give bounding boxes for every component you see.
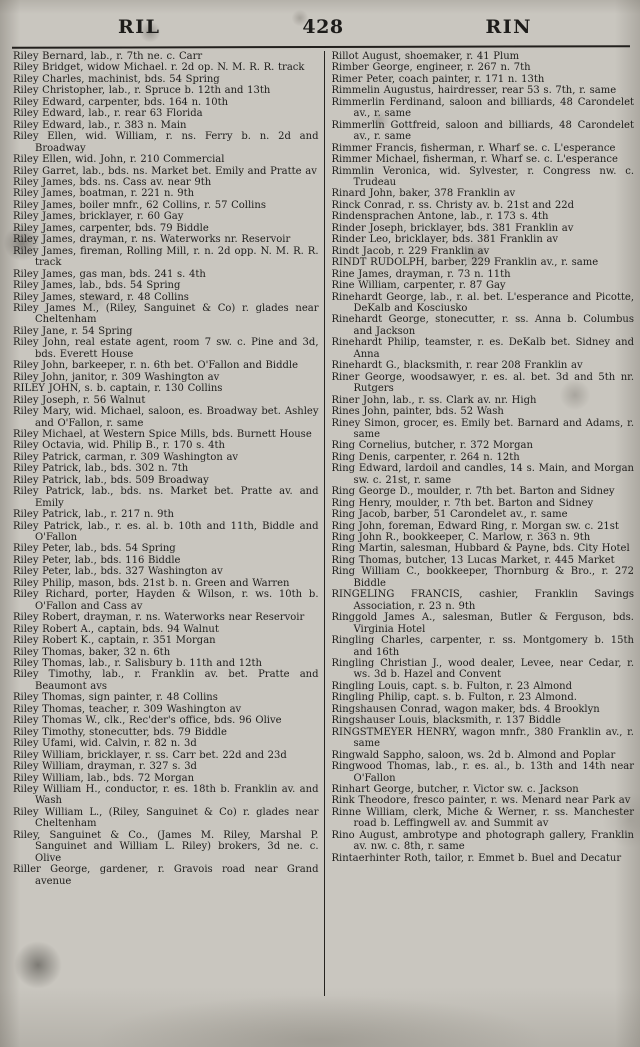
directory-entry: Riley James, carpenter, bds. 79 Biddle	[13, 222, 209, 234]
directory-entry: Riley Thomas, baker, 32 n. 6th	[13, 646, 171, 658]
directory-entry: Riley Garret, lab., bds. ns. Market bet. Emily and Pratte av	[13, 165, 317, 177]
directory-entry: Riley James, fireman, Rolling Mill, r. n. 2d opp. N. M. R. R. track	[13, 245, 319, 269]
directory-entry: Ring John R., bookkeeper, C. Marlow, r. 363 n. 9th	[331, 532, 591, 544]
directory-entry: Rinehardt G., blacksmith, r. rear 208 Franklin av	[331, 360, 583, 372]
directory-entry: Rimmerlin Gottfreid, saloon and billiards, 48 Carondelet av., r. same	[331, 119, 634, 143]
directory-entry: Rimmlin Veronica, wid. Sylvester, r. Congress nw. c. Trudeau	[331, 165, 634, 188]
directory-entry: Riley James, drayman, r. ns. Waterworks nr. Reservoir	[13, 234, 291, 246]
directory-entry: Rinck Conrad, r. ss. Christy av. b. 21st and 22d	[331, 199, 575, 211]
directory-entry: Rimmer Francis, fisherman, r. Wharf se. c. L'esperance	[331, 142, 616, 154]
directory-entry: Riley John, janitor, r. 309 Washington av	[13, 371, 220, 383]
directory-entry: Riley Timothy, stonecutter, bds. 79 Biddle	[13, 726, 227, 738]
directory-entry: Riley Peter, lab., bds. 116 Biddle	[13, 554, 181, 566]
directory-entry: Riley Ufami, wid. Calvin, r. 82 n. 3d	[13, 738, 197, 750]
directory-entry: Riley Patrick, lab., bds. 509 Broadway	[13, 474, 209, 486]
directory-entry: Riner George, woodsawyer, r. es. al. bet. 3d and 5th nr. Rutgers	[331, 371, 634, 395]
directory-entry: Ring Thomas, butcher, 13 Lucas Market, r. 445 Market	[331, 554, 615, 566]
directory-entry: Ringshauser Louis, blacksmith, r. 137 Biddle	[331, 715, 561, 727]
directory-entry: Riley James, boatman, r. 221 n. 9th	[13, 188, 195, 200]
directory-entry: Ring Jacob, barber, 51 Carondelet av., r. same	[331, 509, 568, 521]
directory-entry: Riley Peter, lab., bds. 54 Spring	[13, 543, 176, 555]
page-header	[0, 0, 640, 38]
directory-entry: Riley Thomas W., clk., Rec'der's office, bds. 96 Olive	[13, 715, 282, 727]
directory-entry: Ringwald Sappho, saloon, ws. 2d b. Almond and Poplar	[331, 749, 616, 761]
directory-entry: Rimmelin Augustus, hairdresser, rear 53 s. 7th, r. same	[331, 85, 617, 97]
directory-entry: Rimmerlin Ferdinand, saloon and billiards, 48 Carondelet av., r. same	[331, 96, 634, 120]
directory-entry: Ringwood Thomas, lab., r. es. al., b. 13th and 14th near O'Fallon	[331, 761, 634, 784]
directory-entry: Riley Thomas, lab., r. Salisbury b. 11th and 12th	[13, 658, 262, 670]
page-number: 428	[302, 16, 344, 38]
directory-entry: RINDT RUDOLPH, barber, 229 Franklin av., r. same	[331, 257, 599, 269]
directory-entry: Ring Denis, carpenter, r. 264 n. 12th	[331, 451, 520, 463]
directory-entry: Riley Patrick, lab., r. 217 n. 9th	[13, 509, 174, 521]
directory-entry: Rindt Jacob, r. 229 Franklin av	[331, 245, 490, 257]
directory-entry: RILEY JOHN, s. b. captain, r. 130 Collins	[13, 383, 223, 395]
directory-entry: Ring John, foreman, Edward Ring, r. Morgan sw. c. 21st	[331, 520, 619, 532]
header-right-abbrev: RIN	[485, 16, 532, 38]
directory-entry: Riley Ellen, wid. John, r. 210 Commercial	[13, 154, 225, 166]
directory-entry: Riley William H., conductor, r. es. 18th b. Franklin av. and Wash	[13, 784, 319, 807]
directory-entry: Ringling Charles, carpenter, r. ss. Montgomery b. 15th and 16th	[331, 635, 634, 658]
column-left	[13, 51, 324, 996]
directory-entry: Riley John, barkeeper, r. n. 6th bet. O'Fallon and Biddle	[13, 360, 299, 372]
directory-entry: Riley William, bricklayer, r. ss. Carr bet. 22d and 23d	[13, 749, 287, 761]
directory-entry: Riley Philip, mason, bds. 21st b. n. Green and Warren	[13, 577, 290, 589]
directory-entry: Riley Richard, porter, Hayden & Wilson, r. ws. 10th b. O'Fallon and Cass av	[13, 589, 319, 612]
directory-entry: Ring George D., moulder, r. 7th bet. Barton and Sidney	[331, 486, 615, 498]
directory-entry: Riley, Sanguinet & Co., (James M. Riley, Marshal P. Sanguinet and William L. Riley) brokers, 3d ne. c. Olive	[13, 829, 319, 864]
directory-entry: Ringgold James A., salesman, Butler & Ferguson, bds. Virginia Hotel	[331, 612, 634, 635]
directory-entry: Rine James, drayman, r. 73 n. 11th	[331, 268, 511, 280]
directory-entry: Riley Christopher, lab., r. Spruce b. 12th and 13th	[13, 85, 271, 97]
directory-entry: Rinehardt George, lab., r. al. bet. L'esperance and Picotte, DeKalb and Kosciusko	[331, 291, 634, 314]
directory-entry: Riley Edward, lab., r. rear 63 Florida	[13, 108, 203, 120]
directory-entry: Riley Jane, r. 54 Spring	[13, 325, 133, 337]
directory-entry: Riley Robert, drayman, r. ns. Waterworks near Reservoir	[13, 612, 305, 624]
directory-entry: Riley James, lab., bds. 54 Spring	[13, 280, 181, 292]
directory-entry: Riller George, gardener, r. Gravois road near Grand avenue	[13, 864, 319, 887]
directory-entry: Rimber George, engineer, r. 267 n. 7th	[331, 62, 531, 74]
directory-entry: Ring Edward, lardoil and candles, 14 s. Main, and Morgan sw. c. 21st, r. same	[331, 463, 634, 486]
directory-entry: Ringling Louis, capt. s. b. Fulton, r. 23 Almond	[331, 680, 572, 692]
directory-entry: Riley Edward, carpenter, bds. 164 n. 10th	[13, 96, 229, 108]
directory-entry: Rines John, painter, bds. 52 Wash	[331, 406, 504, 418]
directory-columns	[0, 48, 640, 996]
directory-entry: Ringling Christian J., wood dealer, Levee, near Cedar, r. ws. 3d b. Hazel and Convent	[331, 658, 634, 681]
directory-entry: Ringling Philip, capt. s. b. Fulton, r. 23 Almond.	[331, 692, 577, 704]
directory-entry: Rine William, carpenter, r. 87 Gay	[331, 280, 506, 292]
directory-entry: Rinehardt Philip, teamster, r. es. DeKalb bet. Sidney and Anna	[331, 337, 634, 360]
directory-entry: Rinhart George, butcher, r. Victor sw. c. Jackson	[331, 784, 579, 795]
directory-entry: Rino August, ambrotype and photograph gallery, Franklin av. nw. c. 8th, r. same	[331, 829, 634, 853]
column-right	[324, 51, 635, 996]
directory-entry: Rinder Joseph, bricklayer, bds. 381 Franklin av	[331, 222, 574, 234]
directory-entry: Riley Michael, at Western Spice Mills, bds. Burnett House	[13, 428, 312, 440]
directory-entry: Riley James, boiler mnfr., 62 Collins, r. 57 Collins	[13, 199, 266, 211]
directory-entry: Riley William, drayman, r. 327 s. 3d	[13, 761, 197, 773]
directory-entry: Ring Cornelius, butcher, r. 372 Morgan	[331, 440, 533, 452]
directory-entry: Riley Patrick, lab., bds. ns. Market bet. Pratte av. and Emily	[13, 486, 319, 509]
directory-entry: Rinne William, clerk, Miche & Werner, r. ss. Manchester road b. Leffingwell av. and Summit av	[331, 806, 634, 830]
directory-entry: Riley James M., (Riley, Sanguinet & Co) r. glades near Cheltenham	[13, 302, 319, 326]
directory-entry: Riley Patrick, lab., bds. 302 n. 7th	[13, 463, 189, 475]
directory-entry: Riley James, bds. ns. Cass av. near 9th	[13, 176, 212, 188]
directory-entry: Riley Robert K., captain, r. 351 Morgan	[13, 635, 216, 647]
directory-entry: Riley Bernard, lab., r. 7th ne. c. Carr	[13, 51, 203, 62]
directory-entry: Riley Ellen, wid. William, r. ns. Ferry b. n. 2d and Broadway	[13, 131, 319, 154]
directory-entry: Riley Peter, lab., bds. 327 Washington av	[13, 566, 223, 578]
directory-entry: Riley Octavia, wid. Philip B., r. 170 s. 4th	[13, 440, 225, 452]
directory-entry: Riley Charles, machinist, bds. 54 Spring	[13, 73, 220, 85]
directory-entry: Rinehardt George, stonecutter, r. ss. Anna b. Columbus and Jackson	[331, 314, 634, 337]
directory-entry: Ringshausen Conrad, wagon maker, bds. 4 Brooklyn	[331, 703, 600, 715]
directory-entry: Riley John, real estate agent, room 7 sw. c. Pine and 3d, bds. Everett House	[13, 337, 319, 360]
directory-entry: Rintaerhinter Roth, tailor, r. Emmet b. Buel and Decatur	[331, 852, 622, 864]
directory-entry: Riley Thomas, sign painter, r. 48 Collins	[13, 692, 218, 704]
directory-entry: Riney Simon, grocer, es. Emily bet. Barnard and Adams, r. same	[331, 417, 634, 440]
directory-entry: Ring Henry, moulder, r. 7th bet. Barton and Sidney	[331, 497, 594, 509]
directory-entry: Riner John, lab., r. ss. Clark av. nr. High	[331, 394, 537, 406]
directory-entry: Riley Patrick, carman, r. 309 Washington av	[13, 451, 239, 463]
header-left-abbrev: RIL	[118, 16, 161, 38]
directory-entry: Riley Robert A., captain, bds. 94 Walnut	[13, 623, 219, 635]
directory-entry: RINGSTMEYER HENRY, wagon mnfr., 380 Franklin av., r. same	[331, 726, 634, 750]
directory-entry: Riley James, gas man, bds. 241 s. 4th	[13, 268, 206, 280]
directory-entry: Rinard John, baker, 378 Franklin av	[331, 188, 516, 200]
directory-entry: Ring Martin, salesman, Hubbard & Payne, bds. City Hotel	[331, 543, 630, 555]
directory-entry: Riley Thomas, teacher, r. 309 Washington av	[13, 703, 242, 715]
directory-entry: Ring William C., bookkeeper, Thornburg & Bro., r. 272 Biddle	[331, 566, 634, 589]
directory-entry: Rimmer Michael, fisherman, r. Wharf se. c. L'esperance	[331, 154, 618, 166]
directory-entry: Riley Bridget, widow Michael. r. 2d op. N. M. R. R. track	[13, 62, 305, 74]
directory-entry: Rimer Peter, coach painter, r. 171 n. 13th	[331, 73, 545, 85]
directory-entry: Riley Timothy, lab., r. Franklin av. bet. Pratte and Beaumont avs	[13, 669, 319, 692]
directory-entry: Rink Theodore, fresco painter, r. ws. Menard near Park av	[331, 795, 631, 807]
directory-entry: Riley Patrick, lab., r. es. al. b. 10th and 11th, Biddle and O'Fallon	[13, 520, 319, 544]
directory-entry: Riley James, steward, r. 48 Collins	[13, 291, 189, 303]
directory-entry: Rindensprachen Antone, lab., r. 173 s. 4th	[331, 211, 549, 223]
directory-entry: Rillot August, shoemaker, r. 41 Plum	[331, 51, 520, 62]
directory-entry: Riley Mary, wid. Michael, saloon, es. Broadway bet. Ashley and O'Fallon, r. same	[13, 406, 319, 429]
directory-entry: Riley James, bricklayer, r. 60 Gay	[13, 211, 184, 223]
directory-entry: Riley William L., (Riley, Sanguinet & Co) r. glades near Cheltenham	[13, 806, 319, 830]
directory-entry: Riley William, lab., bds. 72 Morgan	[13, 772, 195, 784]
directory-entry: Riley Joseph, r. 56 Walnut	[13, 394, 146, 406]
directory-entry: Riley Edward, lab., r. 383 n. Main	[13, 119, 187, 131]
directory-entry: RINGELING FRANCIS, cashier, Franklin Savings Association, r. 23 n. 9th	[331, 589, 634, 612]
directory-entry: Rinder Leo, bricklayer, bds. 381 Franklin av	[331, 234, 559, 246]
